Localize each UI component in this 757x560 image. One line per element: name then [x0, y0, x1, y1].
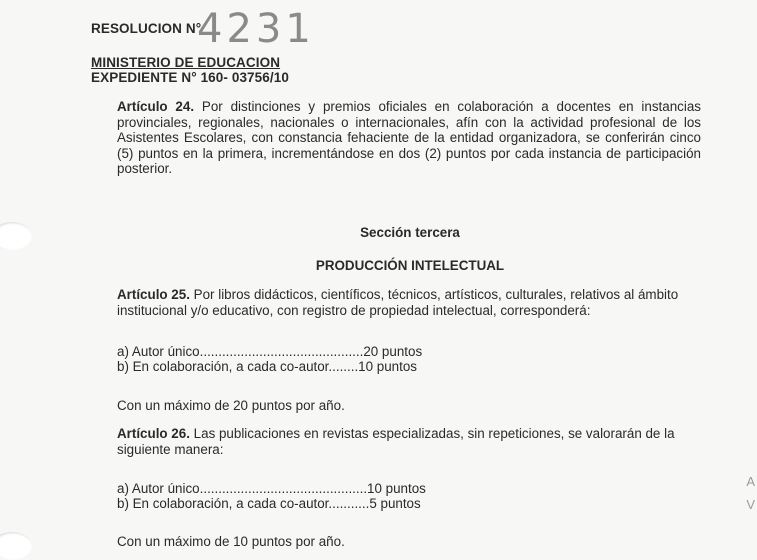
edge-mark: A	[746, 474, 755, 489]
article-26-title: Artículo 26.	[117, 426, 190, 441]
article-26	[117, 426, 717, 457]
ministerio-heading: MINISTERIO DE EDUCACION	[91, 55, 281, 70]
article-26-max: Con un máximo de 10 puntos por año.	[117, 534, 345, 549]
article-25-title: Artículo 25.	[117, 287, 190, 302]
resolucion-label: RESOLUCION N°	[91, 21, 202, 36]
list-item: a) Autor único.............................................10 puntos	[117, 481, 426, 496]
edge-mark: V	[746, 497, 755, 512]
article-25-body: Por libros didácticos, científicos, técnicos, artísticos, culturales, relativos al ámbito institucional y/o educativo, con registro de propiedad intelectual, corresponderá:	[117, 287, 679, 318]
section-label: Sección tercera	[360, 225, 460, 240]
article-24	[117, 99, 701, 177]
list-item: b) En colaboración, a cada co-autor...........5 puntos	[117, 496, 421, 511]
expediente-heading: EXPEDIENTE N° 160- 03756/10	[91, 70, 289, 85]
article-24-title: Artículo 24.	[117, 99, 195, 114]
list-item: b) En colaboración, a cada co-autor........10 puntos	[117, 359, 417, 374]
list-item: a) Autor único............................................20 puntos	[117, 344, 423, 359]
resolucion-number: 4231	[197, 6, 315, 52]
section-title: PRODUCCIÓN INTELECTUAL	[315, 258, 505, 273]
article-25	[117, 287, 713, 318]
punch-hole	[0, 532, 32, 560]
article-25-max: Con un máximo de 20 puntos por año.	[117, 398, 345, 413]
article-24-body: Por distinciones y premios oficiales en colaboración a docentes en instancias provinciales, regionales, nacionales o internacionales, afín con la actividad profesional de los Asistentes Escolares, con constancia fehaciente de la entidad organizadora, se conferirán cinco (5) puntos en la primera, incrementándose en dos (2) puntos por cada instancia de participación posterior.	[117, 99, 701, 177]
article-26-body: Las publicaciones en revistas especializadas, sin repeticiones, se valorarán de la siguiente manera:	[117, 426, 675, 457]
